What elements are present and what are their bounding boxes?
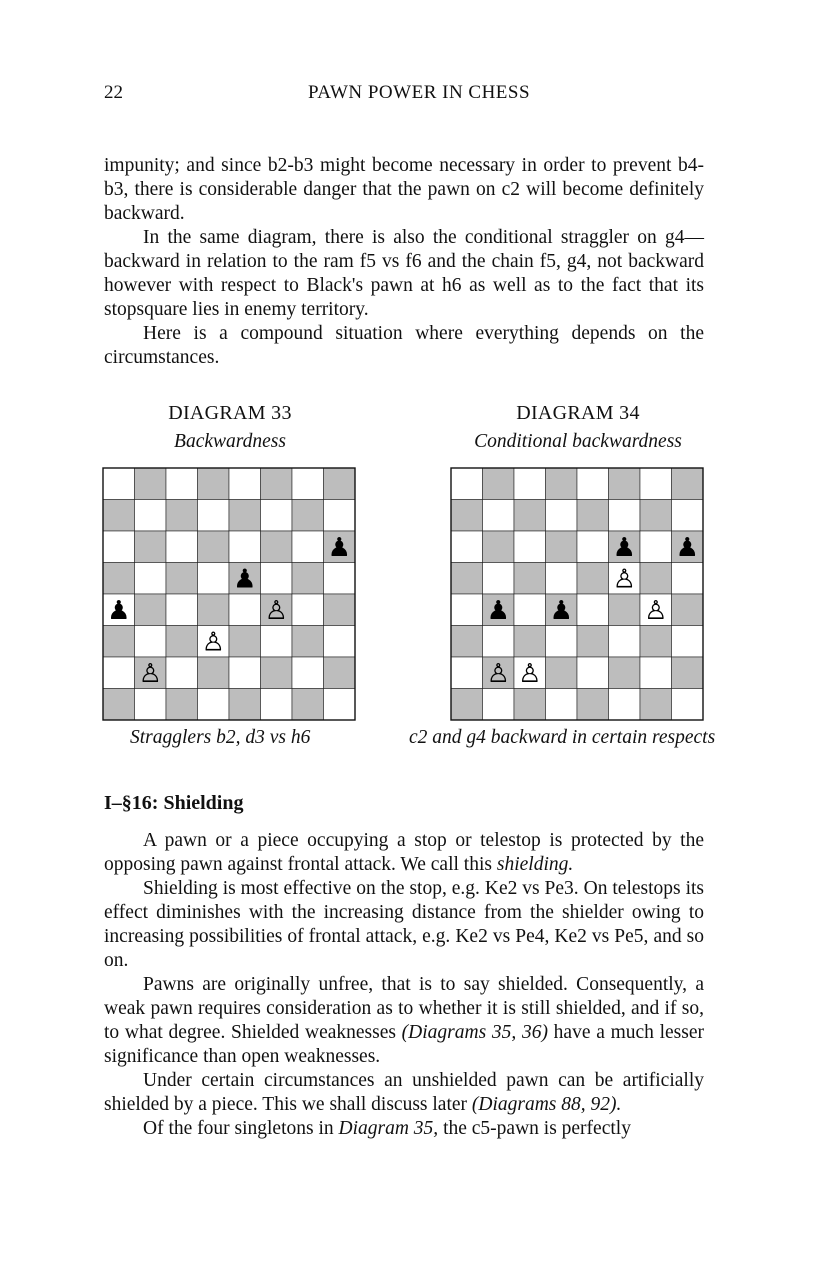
- board-square-g5: [292, 563, 324, 595]
- board-square-g8: [292, 468, 324, 500]
- page-number: 22: [104, 82, 123, 103]
- board-square-g8: [640, 468, 672, 500]
- diagram-title: DIAGRAM 33: [168, 402, 292, 424]
- board-square-c6: [514, 531, 546, 563]
- board-square-f8: [261, 468, 293, 500]
- board-square-d5: [546, 563, 578, 595]
- board-square-a8: [451, 468, 483, 500]
- board-square-e5: [577, 563, 609, 595]
- board-square-g7: [640, 500, 672, 532]
- board-square-h8: [672, 468, 704, 500]
- board-square-a7: [103, 500, 135, 532]
- board-square-c7: [166, 500, 198, 532]
- board-square-h1: [672, 689, 704, 721]
- board-square-g1: [292, 689, 324, 721]
- board-square-e1: [577, 689, 609, 721]
- board-square-c3: [514, 626, 546, 658]
- board-square-e7: [229, 500, 261, 532]
- board-square-c8: [166, 468, 198, 500]
- diagram-caption: c2 and g4 backward in certain respects: [409, 727, 716, 748]
- board-square-h7: [324, 500, 356, 532]
- chessboard-svg: [102, 467, 356, 721]
- board-square-h4: [324, 594, 356, 626]
- board-square-a5: [451, 563, 483, 595]
- board-square-c1: [166, 689, 198, 721]
- board-square-f7: [609, 500, 641, 532]
- board-square-g6: [292, 531, 324, 563]
- board-square-d6: [546, 531, 578, 563]
- white-pawn-icon-f5: ♙: [612, 564, 636, 595]
- board-square-f6: [261, 531, 293, 563]
- board-square-f7: [261, 500, 293, 532]
- board-square-h2: [324, 657, 356, 689]
- board-square-f3: [609, 626, 641, 658]
- chessboard-34: [450, 467, 704, 726]
- board-square-f2: [609, 657, 641, 689]
- board-square-e3: [229, 626, 261, 658]
- board-square-g1: [640, 689, 672, 721]
- board-square-d7: [198, 500, 230, 532]
- board-square-f4: [609, 594, 641, 626]
- board-square-d2: [198, 657, 230, 689]
- board-square-h5: [672, 563, 704, 595]
- paragraph: Shielding is most effective on the stop, e.g. Ke2 vs Pe3. On telestops its effect diminishes with the increasing distance from the shielder owing to increasing possibilities of frontal attack, e.g. Ke2 vs Pe4, Ke2 vs Pe5, and so on.: [104, 878, 704, 971]
- paragraph: Here is a compound situation where everything depends on the circumstances.: [104, 323, 704, 368]
- section-heading: I–§16: Shielding: [104, 792, 244, 814]
- board-square-g4: [292, 594, 324, 626]
- board-square-c2: [166, 657, 198, 689]
- board-square-d1: [546, 689, 578, 721]
- board-square-b8: [135, 468, 167, 500]
- board-square-g5: [640, 563, 672, 595]
- black-pawn-icon-h6: ♟: [675, 532, 699, 563]
- board-square-f3: [261, 626, 293, 658]
- page-header: [104, 82, 734, 106]
- board-square-b6: [483, 531, 515, 563]
- board-square-b8: [483, 468, 515, 500]
- paragraph: Under certain circumstances an unshielded pawn can be artificially shielded by a piece. This we shall discuss later (Diagrams 88, 92).: [104, 1070, 704, 1115]
- board-square-a8: [103, 468, 135, 500]
- black-pawn-icon-d4: ♟: [549, 595, 573, 626]
- black-pawn-icon-f6: ♟: [612, 532, 636, 563]
- diagram-title: DIAGRAM 34: [516, 402, 640, 424]
- board-square-d1: [198, 689, 230, 721]
- paragraph: Pawns are originally unfree, that is to say shielded. Consequently, a weak pawn requires consideration as to whether it is still shielded, and if so, to what degree. Shielded weaknesses (Diagrams 35, 36) have a much lesser significance than open weaknesses.: [104, 974, 704, 1067]
- board-square-h1: [324, 689, 356, 721]
- board-square-g7: [292, 500, 324, 532]
- board-square-b5: [135, 563, 167, 595]
- black-pawn-icon-h6: ♟: [327, 532, 351, 563]
- board-square-a3: [103, 626, 135, 658]
- board-square-e4: [229, 594, 261, 626]
- board-square-b3: [483, 626, 515, 658]
- black-pawn-icon-b4: ♟: [486, 595, 510, 626]
- section-text: [104, 829, 704, 1141]
- board-square-a6: [451, 531, 483, 563]
- board-square-f1: [609, 689, 641, 721]
- board-square-e6: [229, 531, 261, 563]
- board-square-a5: [103, 563, 135, 595]
- board-square-d2: [546, 657, 578, 689]
- board-square-c8: [514, 468, 546, 500]
- board-square-c5: [166, 563, 198, 595]
- board-square-d4: [198, 594, 230, 626]
- board-square-e4: [577, 594, 609, 626]
- black-pawn-icon-e5: ♟: [233, 564, 257, 595]
- board-square-d8: [546, 468, 578, 500]
- board-square-h3: [324, 626, 356, 658]
- board-square-e7: [577, 500, 609, 532]
- board-square-g2: [292, 657, 324, 689]
- board-square-e2: [229, 657, 261, 689]
- board-square-g3: [640, 626, 672, 658]
- white-pawn-icon-c2: ♙: [518, 658, 542, 689]
- board-square-h3: [672, 626, 704, 658]
- white-pawn-icon-b2: ♙: [138, 658, 162, 689]
- board-square-a2: [103, 657, 135, 689]
- board-square-e3: [577, 626, 609, 658]
- board-square-c4: [514, 594, 546, 626]
- board-square-f2: [261, 657, 293, 689]
- board-square-c5: [514, 563, 546, 595]
- white-pawn-icon-b2: ♙: [486, 658, 510, 689]
- board-square-b3: [135, 626, 167, 658]
- board-square-b7: [135, 500, 167, 532]
- board-square-a6: [103, 531, 135, 563]
- board-square-c3: [166, 626, 198, 658]
- chessboard-33: [102, 467, 356, 726]
- board-square-d8: [198, 468, 230, 500]
- white-pawn-icon-g4: ♙: [644, 595, 668, 626]
- diagram-33-heading: [70, 402, 390, 453]
- board-square-g6: [640, 531, 672, 563]
- intro-text: [104, 154, 704, 370]
- running-title: PAWN POWER IN CHESS: [307, 82, 531, 103]
- board-square-d3: [546, 626, 578, 658]
- board-square-g2: [640, 657, 672, 689]
- board-square-e8: [229, 468, 261, 500]
- board-square-h2: [672, 657, 704, 689]
- board-square-b5: [483, 563, 515, 595]
- chessboard-svg: [450, 467, 704, 721]
- board-square-d6: [198, 531, 230, 563]
- board-square-g3: [292, 626, 324, 658]
- board-square-e6: [577, 531, 609, 563]
- board-square-d7: [546, 500, 578, 532]
- board-square-c4: [166, 594, 198, 626]
- board-square-d5: [198, 563, 230, 595]
- paragraph: A pawn or a piece occupying a stop or telestop is protected by the opposing pawn against frontal attack. We call this shielding.: [104, 830, 704, 875]
- board-square-f5: [261, 563, 293, 595]
- black-pawn-icon-a4: ♟: [107, 595, 131, 626]
- diagram-34-heading: [418, 402, 738, 453]
- board-square-c1: [514, 689, 546, 721]
- board-square-f8: [609, 468, 641, 500]
- board-square-e2: [577, 657, 609, 689]
- diagram-subtitle: Backwardness: [174, 431, 286, 452]
- board-square-e8: [577, 468, 609, 500]
- board-square-b1: [483, 689, 515, 721]
- board-square-f1: [261, 689, 293, 721]
- diagram-subtitle: Conditional backwardness: [474, 431, 682, 452]
- board-square-a1: [451, 689, 483, 721]
- board-square-a3: [451, 626, 483, 658]
- paragraph: In the same diagram, there is also the conditional straggler on g4—backward in relation to the ram f5 vs f6 and the chain f5, g4, not backward however with respect to Black's pawn at h6 as well as to the fact that its stopsquare lies in enemy territory.: [104, 227, 704, 320]
- board-square-h8: [324, 468, 356, 500]
- board-square-b1: [135, 689, 167, 721]
- diagram-caption: Stragglers b2, d3 vs h6: [130, 727, 311, 748]
- white-pawn-icon-f4: ♙: [264, 595, 288, 626]
- board-square-a1: [103, 689, 135, 721]
- paragraph: Of the four singletons in Diagram 35, the c5-pawn is perfectly: [143, 1118, 631, 1139]
- board-square-e1: [229, 689, 261, 721]
- board-square-a7: [451, 500, 483, 532]
- white-pawn-icon-d3: ♙: [201, 627, 225, 658]
- board-square-c6: [166, 531, 198, 563]
- board-square-c7: [514, 500, 546, 532]
- board-square-a4: [451, 594, 483, 626]
- board-square-h7: [672, 500, 704, 532]
- board-square-b4: [135, 594, 167, 626]
- board-square-b6: [135, 531, 167, 563]
- paragraph: impunity; and since b2-b3 might become necessary in order to prevent b4-b3, there is considerable danger that the pawn on c2 will become definitely backward.: [104, 155, 704, 224]
- board-square-a2: [451, 657, 483, 689]
- board-square-h5: [324, 563, 356, 595]
- board-square-b7: [483, 500, 515, 532]
- board-square-h4: [672, 594, 704, 626]
